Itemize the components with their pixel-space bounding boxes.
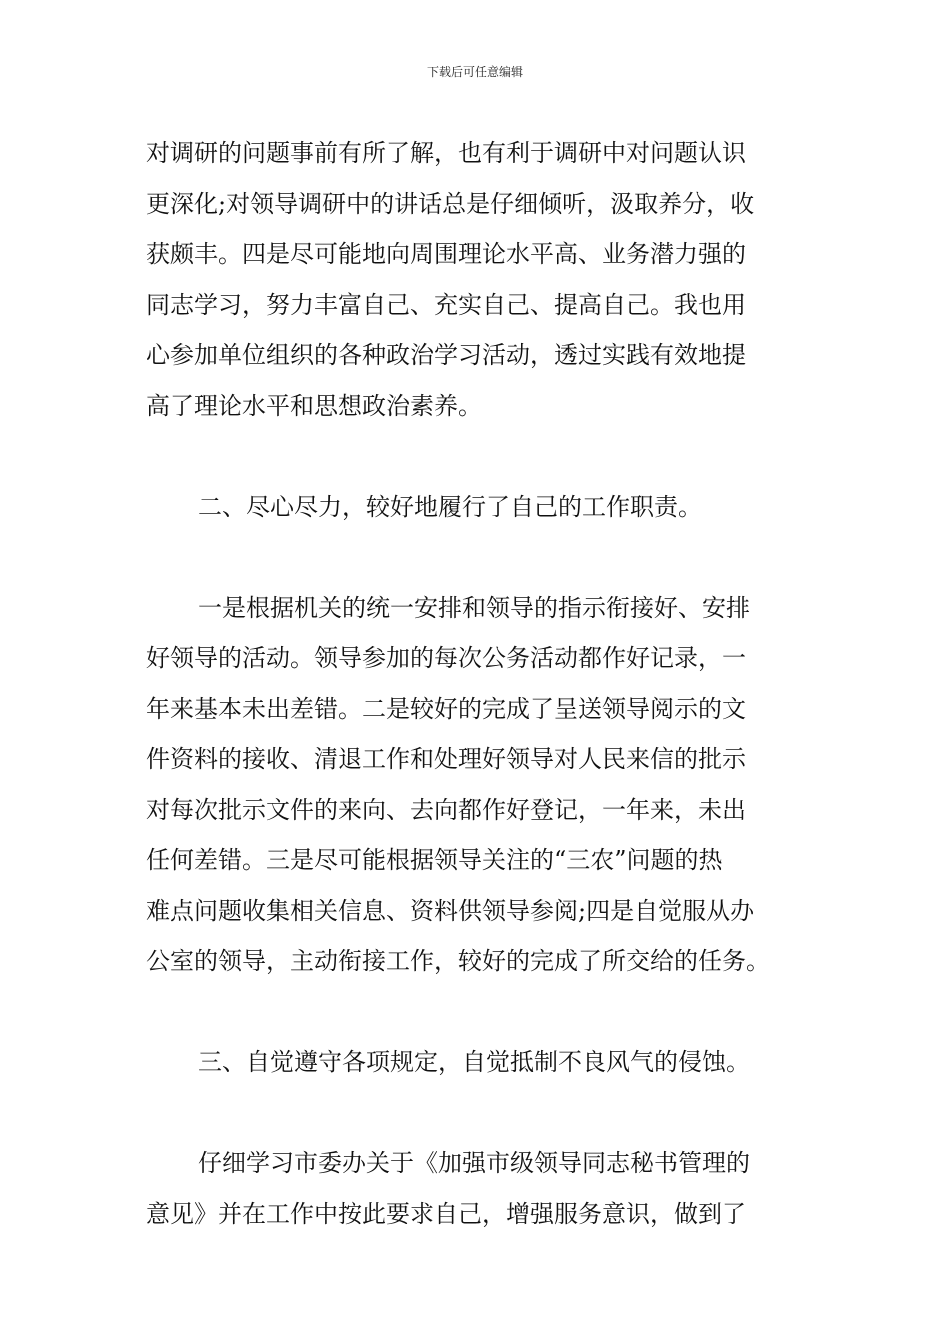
text-line: 同志学习，努力丰富自己、充实自己、提高自己。我也用: [146, 290, 746, 319]
paragraph-regulations: [146, 1138, 806, 1239]
text-line: 更深化;对领导调研中的讲话总是仔细倾听，汲取养分，收: [146, 189, 755, 218]
section-heading-two: [146, 482, 806, 533]
section-heading-text: 三、自觉遵守各项规定，自觉抵制不良风气的侵蚀。: [198, 1048, 750, 1076]
text-line: 件资料的接收、清退工作和处理好领导对人民来信的批示: [146, 745, 746, 773]
paragraph-duties: [146, 583, 806, 987]
text-line: 对调研的问题事前有所了解，也有利于调研中对问题认识: [146, 139, 746, 167]
text-line: 心参加单位组织的各种政治学习活动，透过实践有效地提: [146, 341, 746, 369]
text-line: 一是根据机关的统一安排和领导的指示衔接好、安排: [198, 593, 750, 622]
text-line: 获颇丰。四是尽可能地向周围理论水平高、业务潜力强的: [146, 240, 746, 268]
text-line: 好领导的活动。领导参加的每次公务活动都作好记录，一: [146, 644, 746, 672]
text-line: 高了理论水平和思想政治素养。: [146, 391, 482, 420]
page-header: 下载后可任意编辑: [426, 65, 523, 79]
text-line: 对每次批示文件的来向、去向都作好登记，一年来，未出: [146, 795, 746, 824]
paragraph-spacer: [146, 987, 806, 1038]
paragraph-spacer: [146, 431, 806, 482]
paragraph-study-continued: [146, 128, 806, 431]
section-heading-text: 二、尽心尽力，较好地履行了自己的工作职责。: [198, 492, 702, 521]
text-line: 任何差错。三是尽可能根据领导关注的“三农”问题的热: [146, 846, 723, 874]
text-line: 难点问题收集相关信息、资料供领导参阅;四是自觉服从办: [146, 896, 755, 925]
paragraph-spacer: [146, 1088, 806, 1139]
text-line: 意见》并在工作中按此要求自己，增强服务意识，做到了: [146, 1199, 746, 1228]
section-heading-three: [146, 1037, 806, 1088]
text-line: 仔细学习市委办关于《加强市级领导同志秘书管理的: [198, 1149, 750, 1177]
text-line: 公室的领导，主动衔接工作，较好的完成了所交给的任务。: [146, 947, 770, 975]
document-body: [146, 128, 806, 1239]
text-line: 年来基本未出差错。二是较好的完成了呈送领导阅示的文: [146, 694, 746, 723]
paragraph-spacer: [146, 532, 806, 583]
